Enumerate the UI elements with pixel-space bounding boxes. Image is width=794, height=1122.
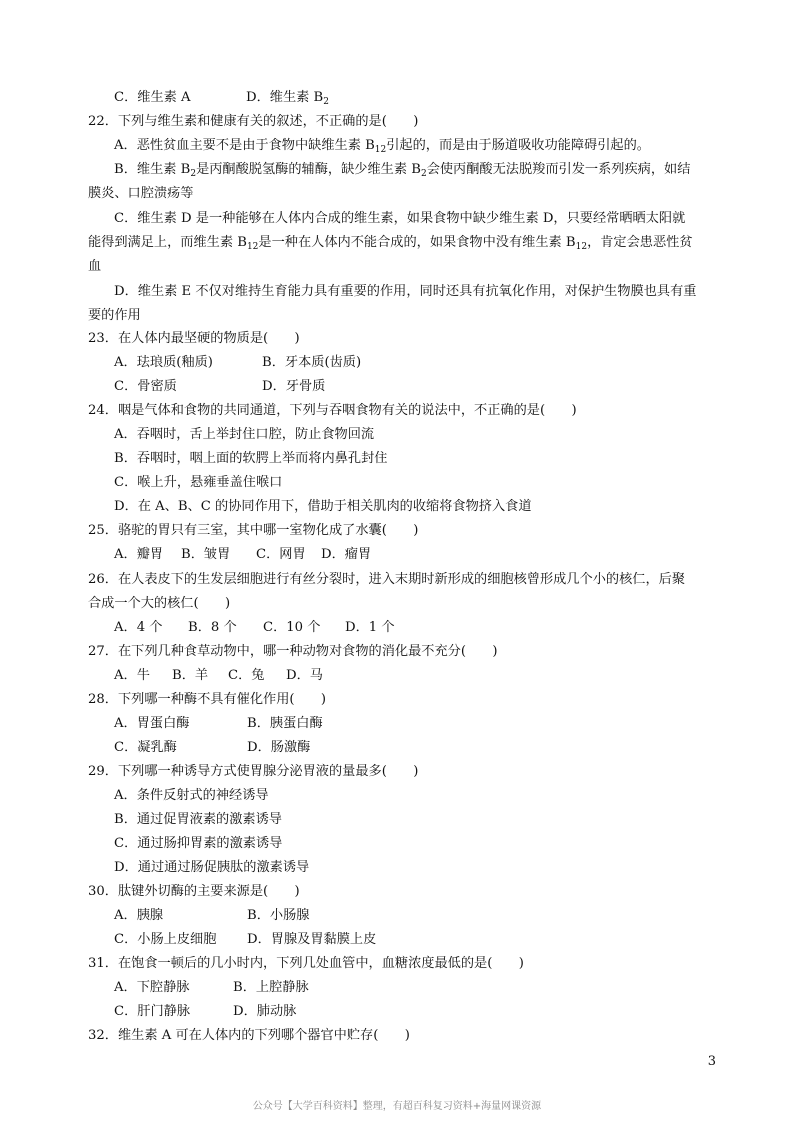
q26-stem-line2: 合成一个大的核仁( ) [88,596,231,611]
q27-option-d: D．马 [286,668,323,683]
page-number: 3 [707,1054,716,1069]
q29-option-a: A．条件反射式的神经诱导 [114,788,269,803]
q25-option-d: D．瘤胃 [321,547,372,562]
q27-stem: 27．在下列几种食草动物中，哪一种动物对食物的消化最不充分( ) [88,644,498,659]
q27-option-c: C．兔 [228,668,265,683]
q29-option-b: B．通过促胃液素的激素诱导 [114,812,282,827]
q24-option-a: A．吞咽时，舌上举封住口腔，防止食物回流 [114,427,375,442]
q22-option-d-line2: 要的作用 [88,308,141,323]
footer-note: 公众号【大学百科资料】整理，有超百科复习资料+海量网课资源 [252,1101,542,1112]
q26-option-a: A．4 个 [114,620,163,635]
q22-option-c-line2: 能得到满足上，而维生素 $B_{12}$是一种在人体内不能合成的，如果食物中没有维生素 $B_{12}$，肯定会患恶性贫 [88,235,693,252]
q23-option-d: D．牙骨质 [262,379,326,394]
q22-option-c-line1: C．维生素 D 是一种能够在人体内合成的维生素，如果食物中缺少维生素 D，只要经常晒晒太阳就 [114,211,686,226]
q30-option-c: C．小肠上皮细胞 [114,932,217,947]
q24-option-b: B．吞咽时，咽上面的软腭上举而将内鼻孔封住 [114,451,388,466]
q23-stem: 23．在人体内最坚硬的物质是( ) [88,331,300,346]
q31-option-a: A．下腔静脉 [114,980,190,995]
q26-stem-line1: 26．在人表皮下的生发层细胞进行有丝分裂时，进入末期时新形成的细胞核曾形成几个小的核仁，后聚 [88,572,686,587]
q25-option-a: A．瓣胃 [114,547,164,562]
q31-option-b: B．上腔静脉 [233,980,309,995]
q23-option-a: A．珐琅质(釉质) [114,355,213,370]
q28-stem: 28．下列哪一种酶不具有催化作用( ) [88,692,327,707]
q32-stem: 32．维生素 A 可在人体内的下列哪个器官中贮存( ) [88,1028,410,1043]
q28-option-a: A．胃蛋白酶 [114,716,190,731]
q31-option-d: D．肺动脉 [233,1004,297,1019]
q31-option-c: C．肝门静脉 [114,1004,191,1019]
q22-option-b-line2: 膜炎、口腔溃疡等 [88,186,194,201]
q22-option-d-line1: D．维生素 E 不仅对维持生育能力具有重要的作用，同时还具有抗氧化作用，对保护生物膜也具有重 [114,284,697,299]
q26-option-b: B．8 个 [188,620,237,635]
q30-option-a: A．胰腺 [114,908,164,923]
q27-option-a: A．牛 [114,668,150,683]
q28-option-c: C．凝乳酶 [114,740,177,755]
q21-option-c: C．维生素 A [114,90,191,105]
q28-option-d: D．肠激酶 [247,740,311,755]
q23-option-b: B．牙本质(齿质) [262,355,362,370]
q29-option-c: C．通过肠抑胃素的激素诱导 [114,836,283,851]
q26-option-d: D．1 个 [345,620,395,635]
q24-stem: 24．咽是气体和食物的共同通道，下列与吞咽食物有关的说法中，不正确的是( ) [88,403,577,418]
q22-option-a: A．恶性贫血主要不是由于食物中缺维生素 $B_{12}$引起的，而是由于肠道吸收功能障碍引起的。 [114,138,650,155]
q22-option-c-line3: 血 [88,259,102,274]
q26-option-c: C．10 个 [263,620,321,635]
q22-option-b-line1: B．维生素 $B_2$是丙酮酸脱氢酶的辅酶，缺少维生素 $B_2$会使丙酮酸无法脱羧而引发一系列疾病，如结 [114,162,691,179]
q29-stem: 29．下列哪一种诱导方式使胃腺分泌胃液的量最多( ) [88,764,419,779]
q31-stem: 31．在饱食一顿后的几小时内，下列几处血管中，血糖浓度最低的是( ) [88,956,524,971]
q25-option-b: B．皱胃 [181,547,231,562]
q30-stem: 30．肽键外切酶的主要来源是( ) [88,884,300,899]
q29-option-d: D．通过通过肠促胰肽的激素诱导 [114,860,310,875]
q30-option-b: B．小肠腺 [247,908,310,923]
q21-option-d: D．维生素 $B_2$ [246,90,329,107]
q23-option-c: C．骨密质 [114,379,177,394]
q28-option-b: B．胰蛋白酶 [247,716,323,731]
q24-option-c: C．喉上升，悬雍垂盖住喉口 [114,475,283,490]
q30-option-d: D．胃腺及胃黏膜上皮 [247,932,377,947]
q24-option-d: D．在 A、B、C 的协同作用下，借助于相关肌肉的收缩将食物挤入食道 [114,499,532,514]
q22-stem: 22．下列与维生素和健康有关的叙述，不正确的是( ) [88,114,419,129]
q25-option-c: C．网胃 [256,547,306,562]
q25-stem: 25．骆驼的胃只有三室，其中哪一室物化成了水囊( ) [88,523,419,538]
q27-option-b: B．羊 [172,668,209,683]
